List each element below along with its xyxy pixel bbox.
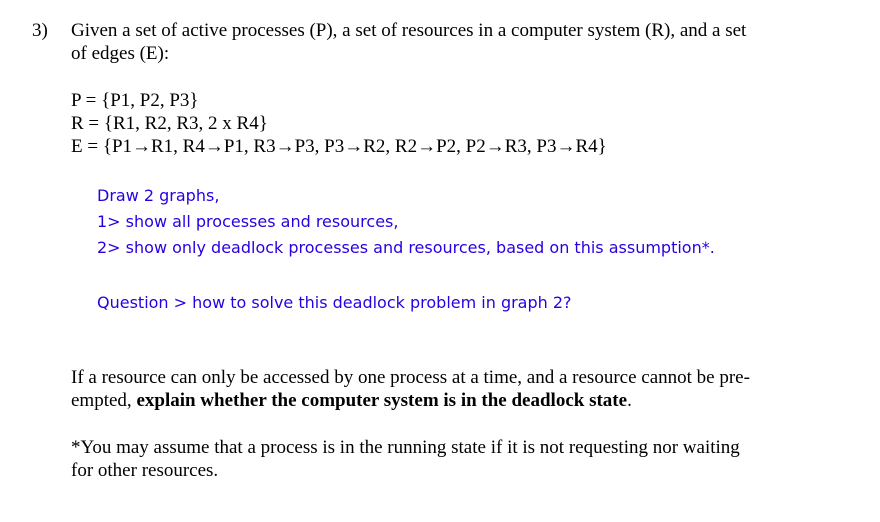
paragraph-1-line-1: If a resource can only be accessed by one process at a time, and a resource cannot be pre- xyxy=(71,367,750,388)
question-number: 3) xyxy=(32,20,48,41)
paragraph-2-line-1: *You may assume that a process is in the running state if it is not requesting nor waiting xyxy=(71,437,740,458)
note-line-1: Draw 2 graphs, xyxy=(97,186,220,205)
paragraph-1-line-2-suffix: . xyxy=(627,390,632,411)
process-set: P = {P1, P2, P3} xyxy=(71,90,199,111)
note-line-3: 2> show only deadlock processes and resources, based on this assumption*. xyxy=(97,238,715,257)
paragraph-1-bold-text: explain whether the computer system is in the deadlock state xyxy=(136,390,628,411)
question-intro-line-2: of edges (E): xyxy=(71,43,170,64)
note-line-2: 1> show all processes and resources, xyxy=(97,212,399,231)
resource-set: R = {R1, R2, R3, 2 x R4} xyxy=(71,113,268,134)
paragraph-2-line-2: for other resources. xyxy=(71,460,219,481)
paragraph-1-line-2-prefix: empted, xyxy=(71,390,137,411)
note-question: Question > how to solve this deadlock problem in graph 2? xyxy=(97,293,572,312)
question-intro-line-1: Given a set of active processes (P), a set of resources in a computer system (R), and a set xyxy=(71,20,747,41)
edge-set: E = {P1→R1, R4→P1, R3→P3, P3→R2, R2→P2, P2→R3, P3→R4} xyxy=(71,136,607,157)
paragraph-1-line-2 xyxy=(71,390,632,412)
